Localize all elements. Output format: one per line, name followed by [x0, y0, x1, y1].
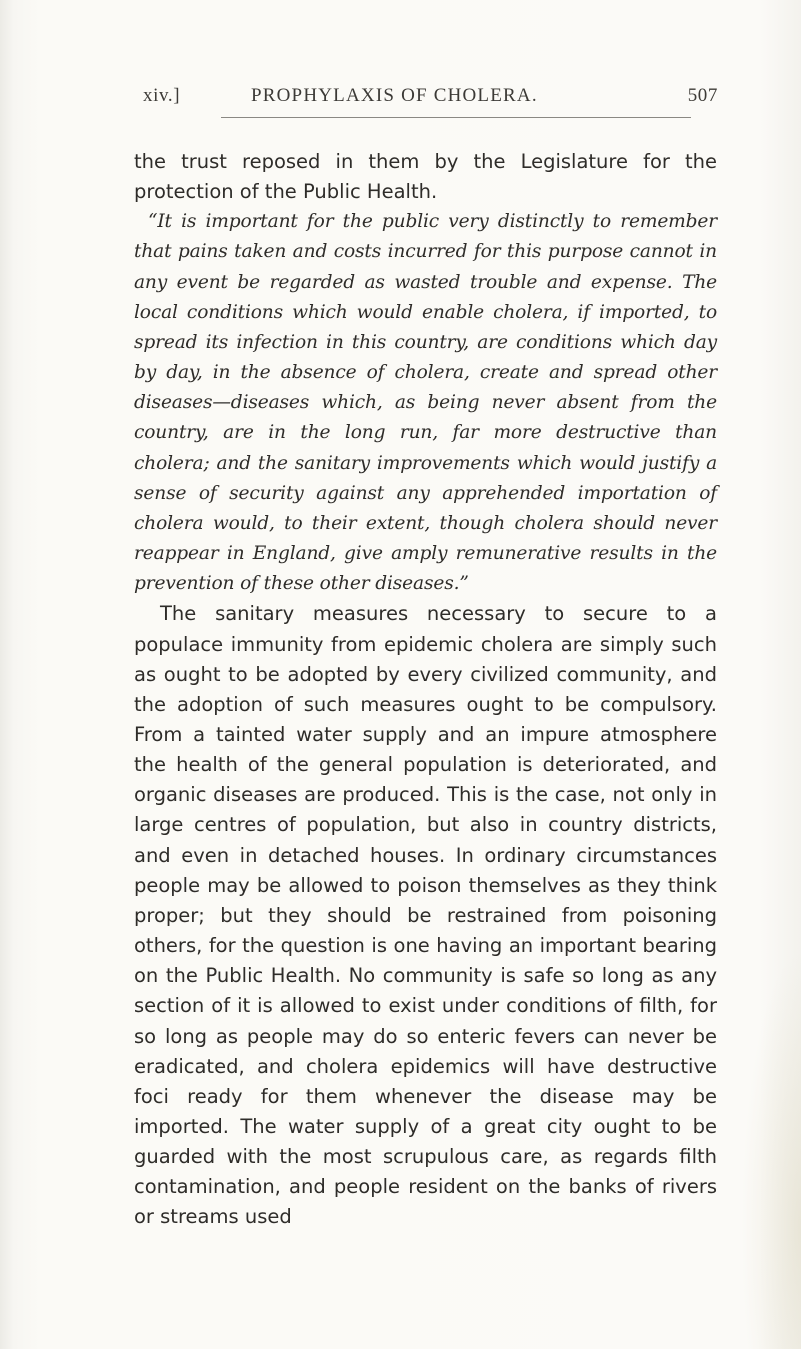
section-label: xiv.]: [143, 85, 181, 106]
body-paragraph: The sanitary measures necessary to secure to a populace immunity from epidemic cholera are simply such as ought to be adopted by every civilized community, and the adoption of such measures ought to be compulsory. From a tainted water supply and an impure atmosphere the health of the general population is deteriorated, and organic diseases are produced. This is the case, not only in large centres of population, but also in country districts, and even in detached houses. In ordinary circumstances people may be allowed to poison themselves as they think proper; but they should be restrained from poisoning others, for the question is one having an important bearing on the Public Health. No community is safe so long as any section of it is allowed to exist under conditions of filth, for so long as people may do so enteric fevers can never be eradicated, and cholera epidemics will have destructive foci ready for them whenever the disease may be imported. The water supply of a great city ought to be guarded with the most scrupulous care, as regards filth contamination, and people resident on the banks of rivers or streams used: [134, 602, 717, 1229]
running-title: PROPHYLAXIS OF CHOLERA.: [251, 85, 538, 106]
page-number: 507: [687, 85, 718, 106]
page-body: [134, 147, 717, 1233]
opening-paragraph: the trust reposed in them by the Legislature for the protection of the Public Health.: [134, 150, 717, 204]
quoted-paragraph: “It is important for the public very distinctly to remember that pains taken and costs incurred for this purpose cannot in any event be regarded as wasted trouble and expense. The local conditions which would enable cholera, if imported, to spread its infection in this country, are conditions which day by day, in the absence of cholera, create and spread other diseases—diseases which, as being never absent from the country, are in the long run, far more destructive than cholera; and the sanitary improvements which would justify a sense of security against any apprehended importation of cholera would, to their extent, though cholera should never reappear in England, give amply remunerative results in the prevention of these other diseases.”: [134, 211, 717, 595]
header-rule: [221, 117, 691, 118]
page-stain: [741, 949, 801, 1349]
running-header: [143, 85, 718, 115]
